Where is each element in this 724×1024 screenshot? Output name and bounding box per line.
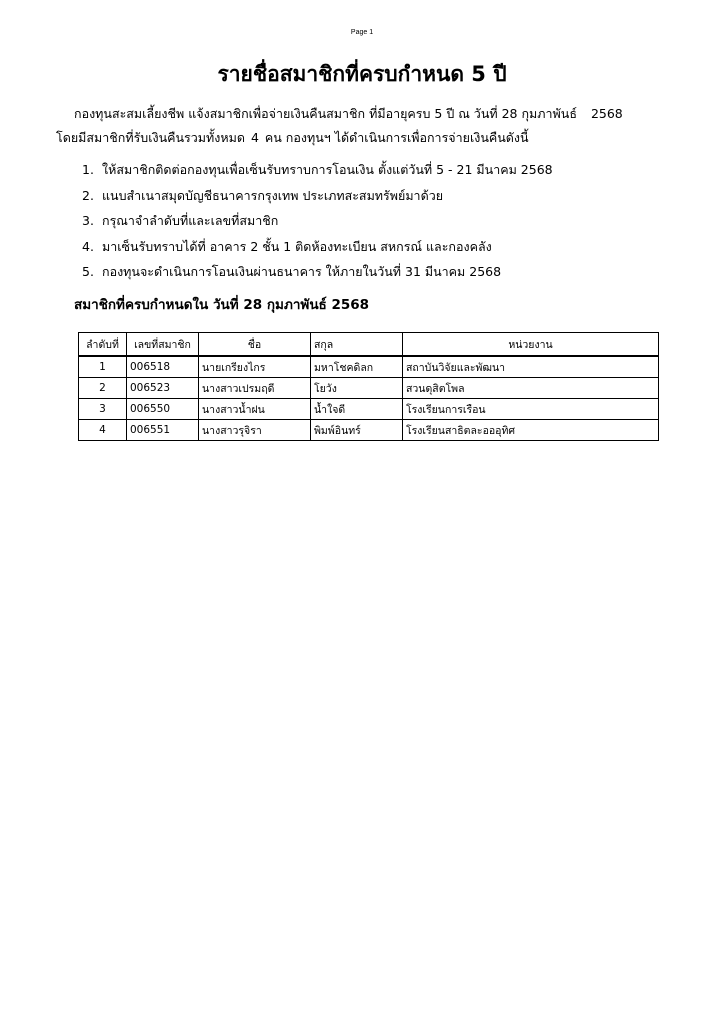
cell-member-id: 006550 xyxy=(127,399,199,420)
step-text: แนบสำเนาสมุดบัญชีธนาคารกรุงเทพ ประเภทสะสมทรัพย์มาด้วย xyxy=(102,187,444,203)
step-number: 1. xyxy=(82,162,94,177)
cell-order: 3 xyxy=(79,399,127,420)
step-number: 4. xyxy=(82,238,94,254)
cell-unit: สถาบันวิจัยและพัฒนา xyxy=(403,356,659,378)
step-text: กองทุนจะดำเนินการโอนเงินผ่านธนาคาร ให้ภายในวันที่ 31 มีนาคม 2568 xyxy=(102,264,502,279)
intro-paragraph-line-1 xyxy=(74,104,623,124)
step-number: 5. xyxy=(82,264,94,279)
step-text: ให้สมาชิกติดต่อกองทุนเพื่อเซ็นรับทราบการโอนเงิน ตั้งแต่วันที่ 5 - 21 มีนาคม 2568 xyxy=(102,162,553,177)
cell-unit: โรงเรียนสาธิตละอออุทิศ xyxy=(403,420,659,441)
header-order: ลำดับที่ xyxy=(79,333,127,357)
page-number-label: Page 1 xyxy=(350,29,374,36)
step-text: มาเซ็นรับทราบได้ที่ อาคาร 2 ชั้น 1 ติดห้องทะเบียน สหกรณ์ และกองคลัง xyxy=(102,238,492,254)
cell-unit: สวนดุสิตโพล xyxy=(403,378,659,399)
step-number: 2. xyxy=(82,187,94,203)
intro-paragraph-line-2 xyxy=(56,128,529,148)
intro-member-count: 4 xyxy=(250,130,259,145)
table-row xyxy=(79,378,659,399)
table-row xyxy=(79,420,659,441)
procedure-step xyxy=(82,186,553,212)
cell-surname: น้ำใจดี xyxy=(311,399,403,420)
intro-line-2-after: คน กองทุนฯ ได้ดำเนินการเพื่อการจ่ายเงินคืนดังนี้ xyxy=(264,130,529,145)
cell-order: 2 xyxy=(79,378,127,399)
procedure-step xyxy=(82,237,553,263)
table-row xyxy=(79,356,659,378)
cell-surname: พิมพ์อินทร์ xyxy=(311,420,403,441)
cell-order: 1 xyxy=(79,356,127,378)
intro-line-1-text: กองทุนสะสมเลี้ยงชีพ แจ้งสมาชิกเพื่อจ่ายเงินคืนสมาชิก ที่มีอายุครบ 5 ปี ณ วันที่ 28 กุมภาพันธ์ xyxy=(74,106,577,121)
cell-name: นางสาวน้ำฝน xyxy=(199,399,311,420)
step-number: 3. xyxy=(82,213,94,228)
cell-surname: โยวัง xyxy=(311,378,403,399)
cell-order: 4 xyxy=(79,420,127,441)
members-table xyxy=(78,332,659,441)
intro-line-1-year: 2568 xyxy=(590,106,623,121)
cell-surname: มหาโชคดิลก xyxy=(311,356,403,378)
members-section-heading: สมาชิกที่ครบกำหนดใน วันที่ 28 กุมภาพันธ์ 2568 xyxy=(74,297,370,313)
page-title: รายชื่อสมาชิกที่ครบกำหนด 5 ปี xyxy=(217,62,507,86)
cell-unit: โรงเรียนการเรือน xyxy=(403,399,659,420)
header-unit: หน่วยงาน xyxy=(403,333,659,357)
cell-member-id: 006518 xyxy=(127,356,199,378)
intro-line-2-before: โดยมีสมาชิกที่รับเงินคืนรวมทั้งหมด xyxy=(56,130,245,145)
table-row xyxy=(79,399,659,420)
cell-name: นายเกรียงไกร xyxy=(199,356,311,378)
cell-member-id: 006523 xyxy=(127,378,199,399)
procedure-step xyxy=(82,262,553,288)
procedure-steps-list xyxy=(82,160,553,288)
cell-name: นางสาวรุจิรา xyxy=(199,420,311,441)
cell-member-id: 006551 xyxy=(127,420,199,441)
cell-name: นางสาวเปรมฤดี xyxy=(199,378,311,399)
table-header-row xyxy=(79,333,659,357)
header-name: ชื่อ xyxy=(199,333,311,357)
header-surname: สกุล xyxy=(311,333,403,357)
procedure-step xyxy=(82,211,553,237)
header-member-id: เลขที่สมาชิก xyxy=(127,333,199,357)
procedure-step xyxy=(82,160,553,186)
step-text: กรุณาจำลำดับที่และเลขที่สมาชิก xyxy=(102,213,279,228)
